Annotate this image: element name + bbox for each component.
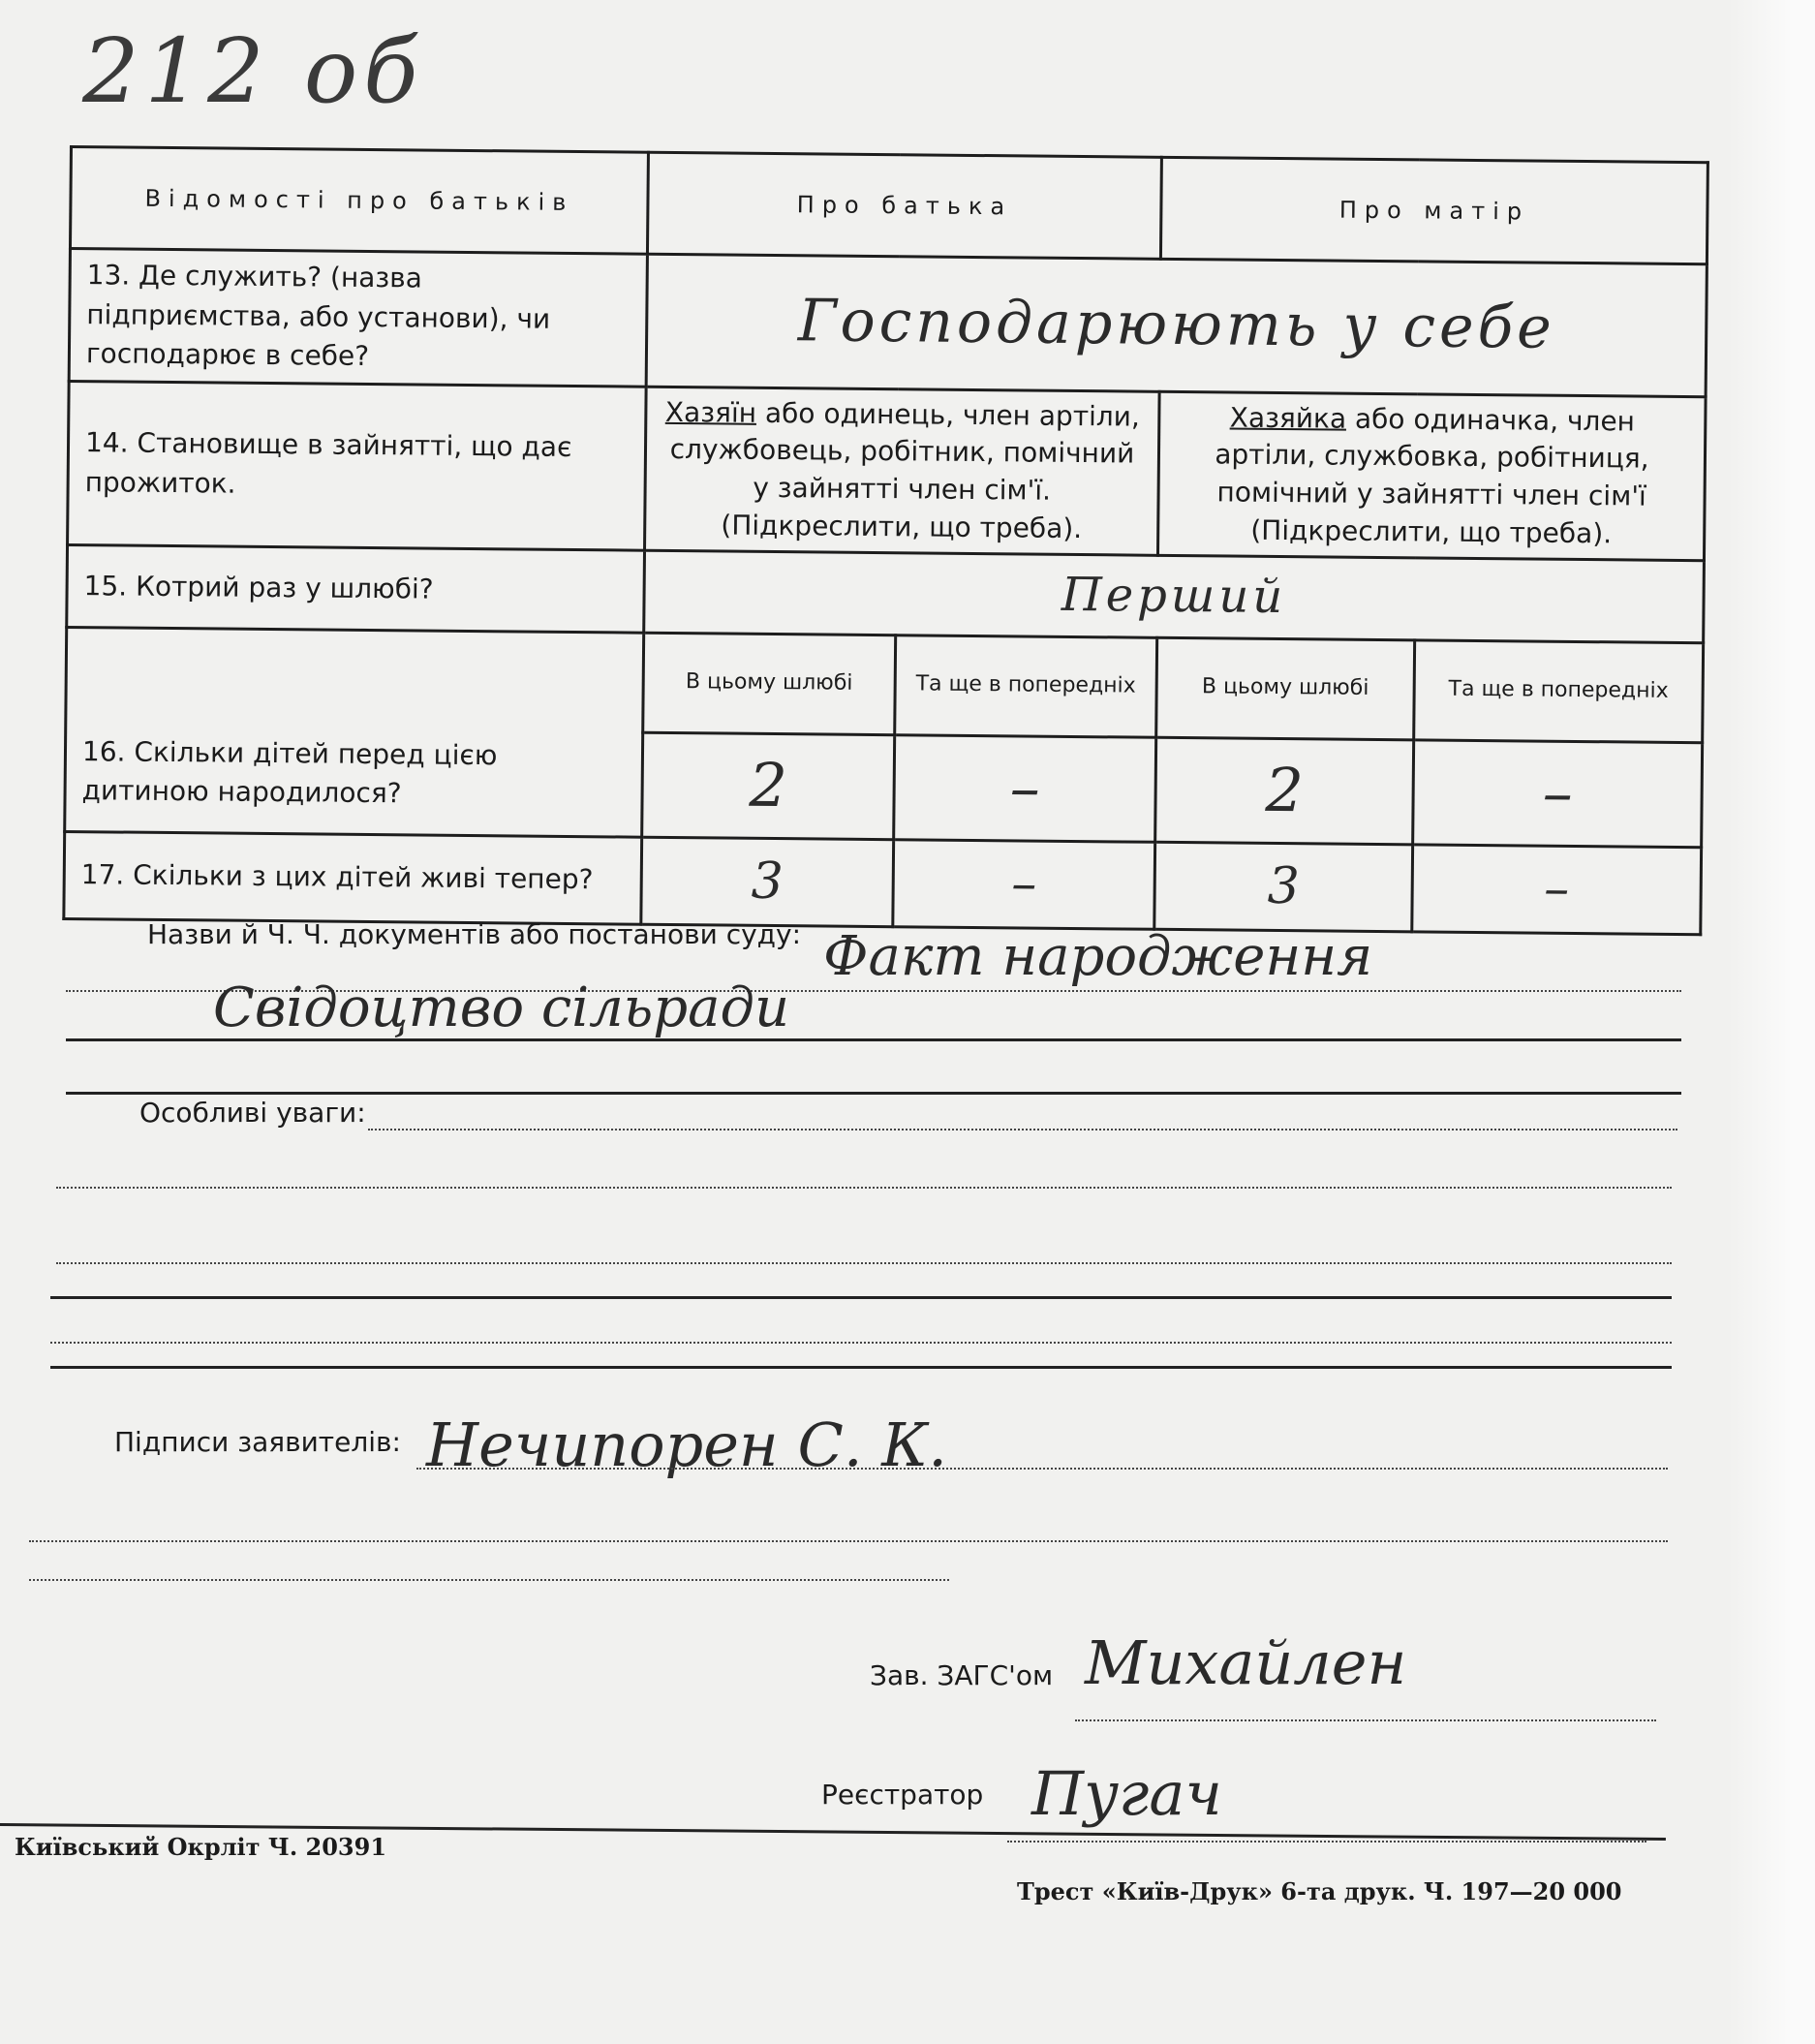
signatures-line-3 <box>29 1579 949 1581</box>
remarks-label: Особливі уваги: <box>139 1097 366 1129</box>
registrar-line <box>1007 1841 1646 1843</box>
footer-right: Трест «Київ-Друк» 6-та друк. Ч. 197—20 000 <box>1017 1877 1622 1905</box>
remarks-line-3 <box>56 1262 1672 1264</box>
q17-mother-prev: – <box>1412 845 1702 935</box>
header-mother: Про матір <box>1160 157 1707 263</box>
subheader-father-previous: Та ще в попередніх <box>895 635 1157 738</box>
q17-father-this: 3 <box>641 837 894 927</box>
page-edge-shade <box>1728 0 1815 2044</box>
zags-line <box>1075 1719 1656 1721</box>
documents-value-line1: Факт народження <box>823 925 1373 988</box>
registrar-label: Реєстратор <box>821 1779 984 1811</box>
q14-label: 14. Становище в зайнятті, що дає прожиток. <box>68 381 647 550</box>
q14-mother-underlined: Хазяйка <box>1229 401 1347 435</box>
row-q13 <box>69 249 1707 397</box>
row-subheaders <box>66 627 1704 742</box>
subheader-mother-this: В цьому шлюбі <box>1156 637 1415 740</box>
registrar-signature: Пугач <box>1031 1758 1222 1829</box>
parents-info-table <box>62 145 1709 936</box>
q16-mother-prev: – <box>1413 740 1703 848</box>
q14-father-rest: або одинець, член артіли, службовець, робітник, помічний у зайнятті член сім'ї. (Підкреслити, що треба). <box>669 396 1141 544</box>
zags-signature: Михайлен <box>1085 1627 1407 1698</box>
q15-label: 15. Котрий раз у шлюбі? <box>67 545 645 633</box>
row-q14 <box>68 381 1707 561</box>
q14-father-options <box>645 387 1160 556</box>
footer-left: Київський Окрліт Ч. 20391 <box>15 1833 387 1861</box>
q16-father-prev: – <box>894 735 1156 843</box>
signatures-label: Підписи заявителів: <box>114 1426 401 1458</box>
signatures-line-2 <box>29 1540 1668 1542</box>
q13-answer: Господарюють у себе <box>646 254 1707 396</box>
table-header-row <box>70 147 1707 264</box>
q15-answer: Перший <box>644 550 1705 642</box>
documents-line-2 <box>66 1038 1681 1041</box>
documents-label: Назви й Ч. Ч. документів або постанови суду: <box>147 918 802 950</box>
q17-label: 17. Скільки з цих дітей живі тепер? <box>64 831 642 924</box>
documents-line-3 <box>66 1092 1681 1095</box>
documents-value-line2: Свідоцтво сільради <box>213 976 790 1039</box>
remarks-line-6 <box>50 1366 1672 1369</box>
q16-mother-this: 2 <box>1155 737 1414 845</box>
remarks-line-4 <box>50 1296 1672 1299</box>
q14-mother-rest: або одиначка, член артіли, службовка, робітниця, помічний у зайнятті член сім'ї (Підкреслити, що треба). <box>1215 402 1649 549</box>
q14-father-underlined: Хазяїн <box>664 395 757 429</box>
q14-mother-options <box>1157 391 1706 561</box>
remarks-line-2 <box>56 1187 1672 1189</box>
subheader-father-this: В цьому шлюбі <box>643 633 896 734</box>
remarks-line-5 <box>50 1342 1672 1344</box>
header-father: Про батька <box>647 152 1161 259</box>
header-parents-info: Відомості про батьків <box>70 147 648 255</box>
signatures-line-1 <box>416 1468 1668 1470</box>
page-number: 212 об <box>82 19 424 123</box>
row-q15 <box>67 545 1705 643</box>
q16-label: 16. Скільки дітей перед цією дитиною народилося? <box>65 627 644 837</box>
q17-mother-this: 3 <box>1154 842 1413 932</box>
q13-label: 13. Де служить? (назва підприємства, або установи), чи господарює в себе? <box>69 249 647 387</box>
q16-father-this: 2 <box>642 732 895 839</box>
subheader-mother-previous: Та ще в попередніх <box>1414 640 1704 743</box>
signatures-value: Нечипорен С. К. <box>426 1409 947 1480</box>
zags-label: Зав. ЗАГС'ом <box>870 1659 1054 1691</box>
remarks-line-1 <box>368 1129 1677 1130</box>
q17-father-prev: – <box>893 840 1155 930</box>
